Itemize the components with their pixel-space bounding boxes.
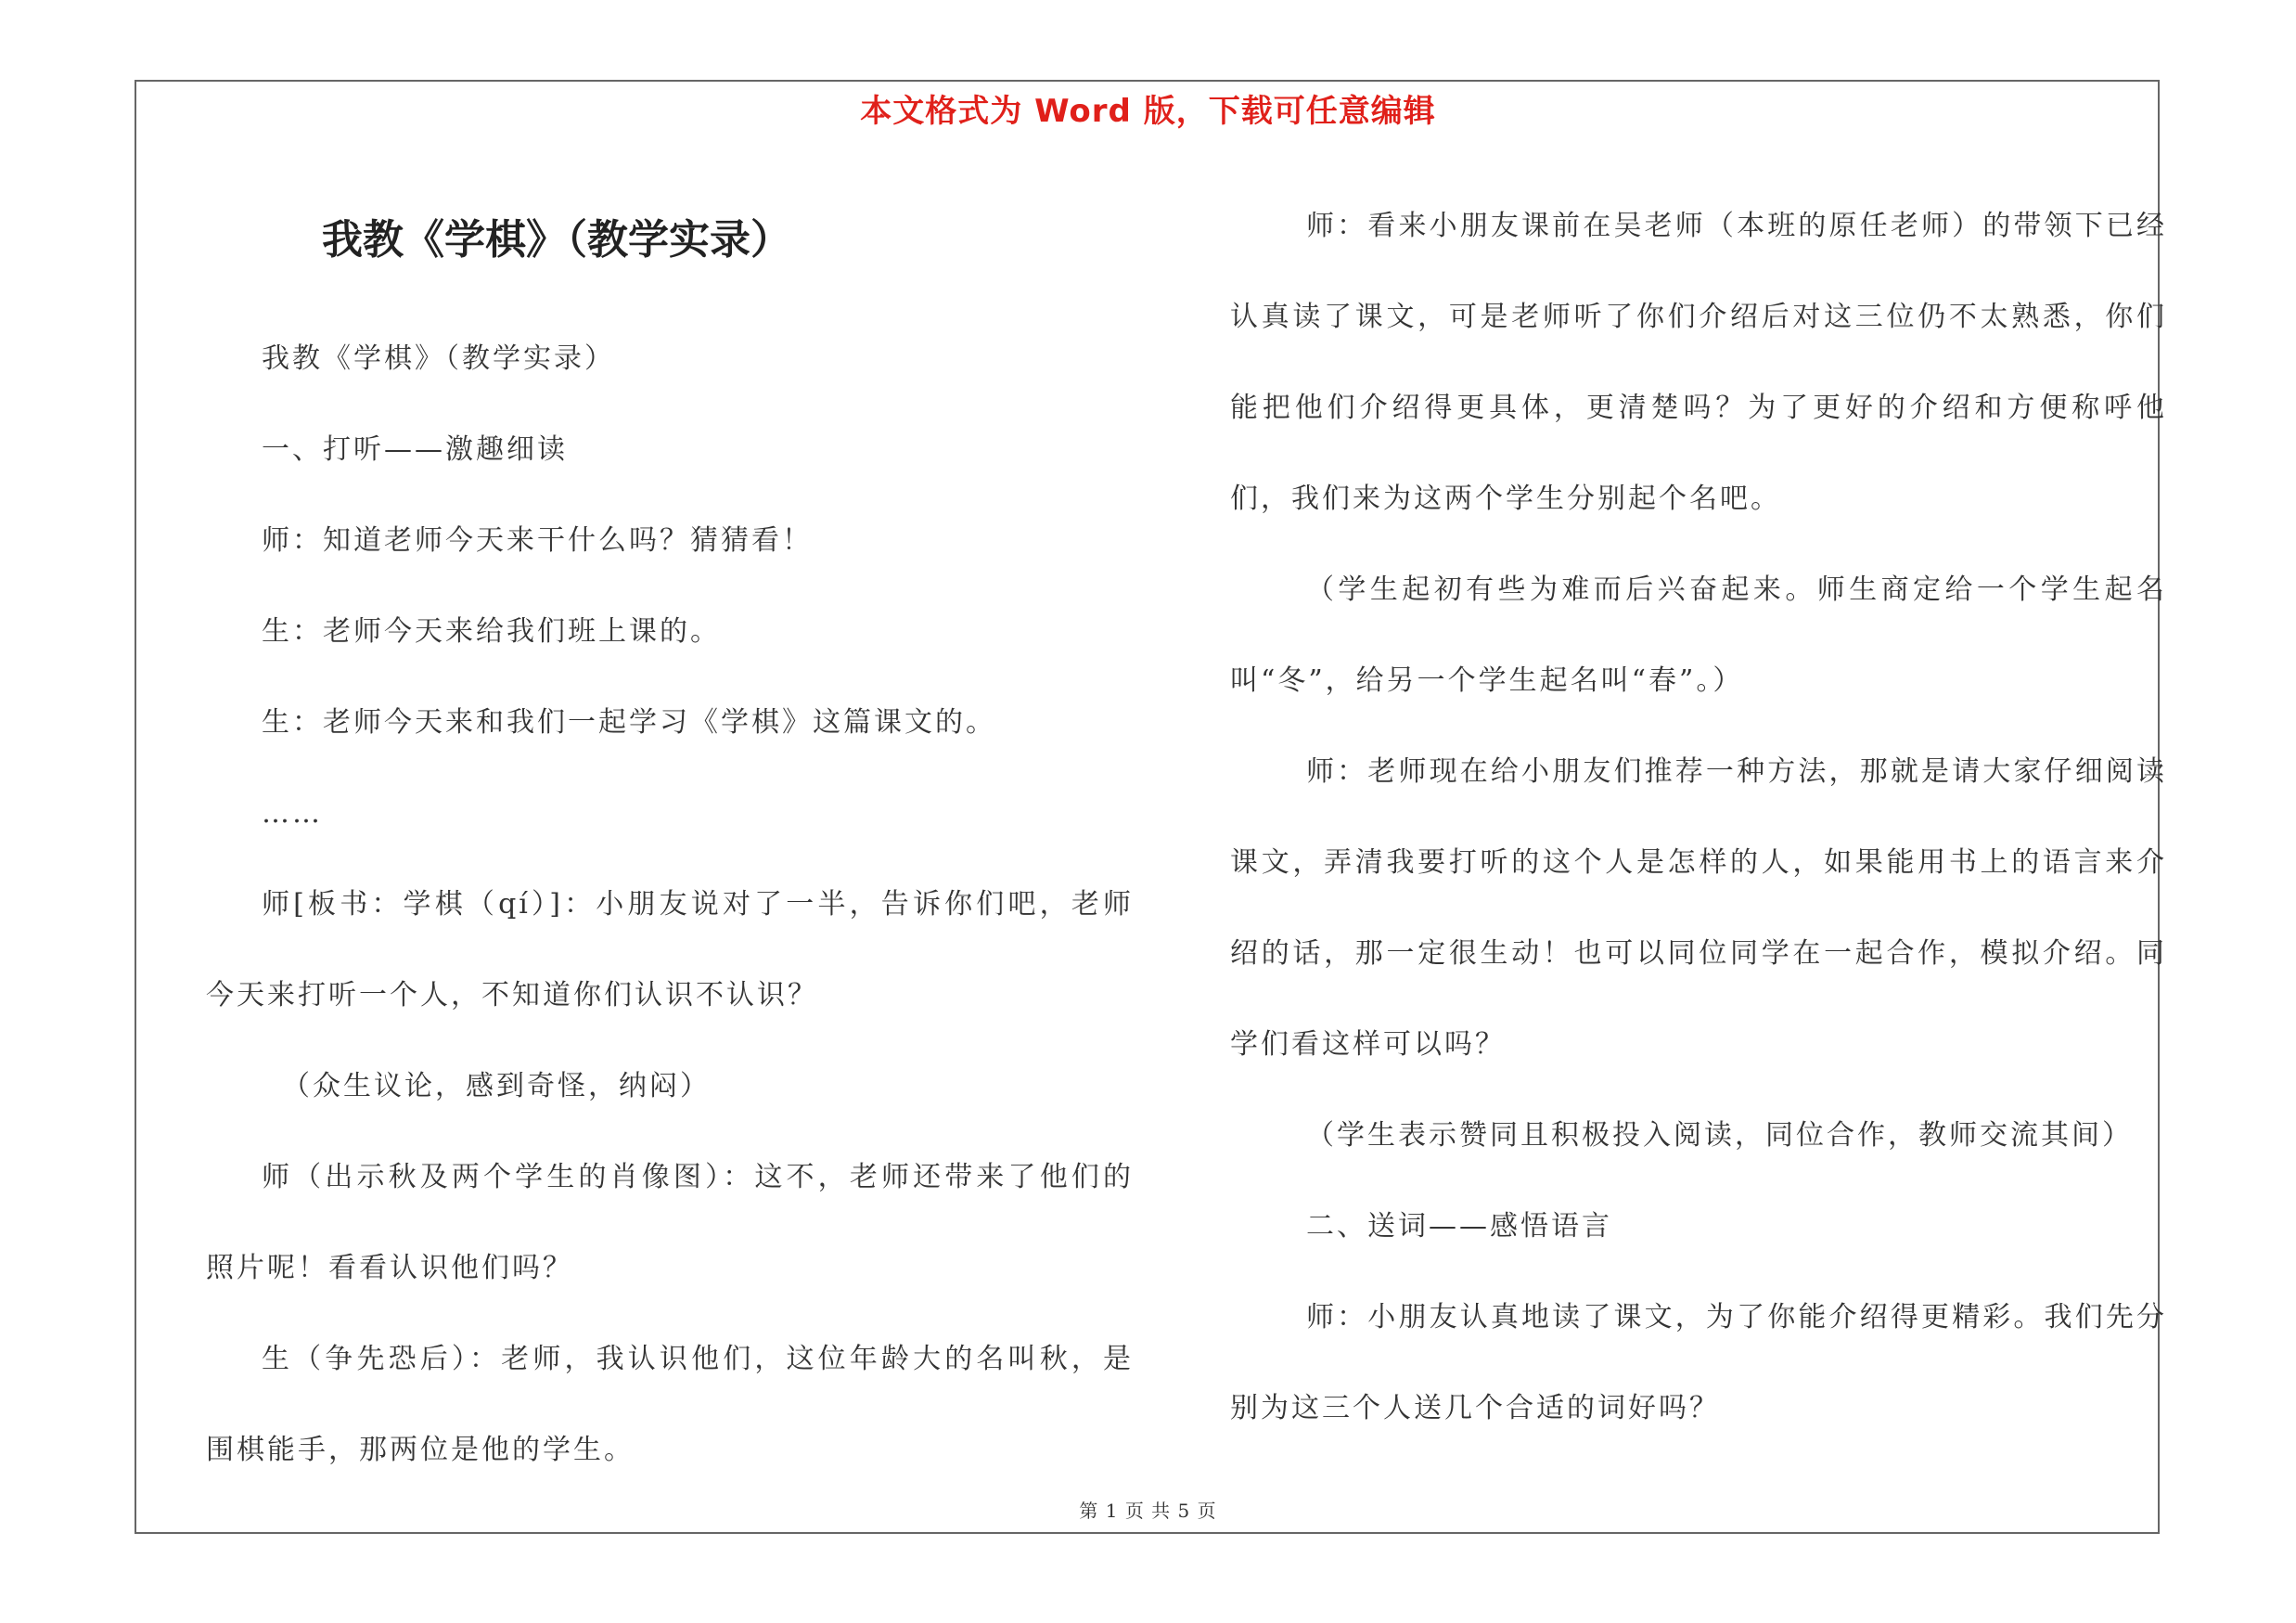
paragraph: 师：小朋友认真地读了课文，为了你能介绍得更精彩。我们先分别为这三个人送几个合适的词好吗？	[1230, 1301, 2167, 1424]
right-column	[1230, 181, 2167, 1454]
stage-direction: （众生议论，感到奇怪，纳闷）	[282, 1070, 711, 1102]
paragraph: 生：老师今天来和我们一起学习《学棋》这篇课文的。	[262, 706, 996, 739]
paragraph: 师：老师现在给小朋友们推荐一种方法，那就是请大家仔细阅读课文，弄清我要打听的这个人是怎样的人，如果能用书上的语言来介绍的话，那一定很生动！也可以同位同学在一起合作，模拟介绍。同学们看这样可以吗？	[1230, 755, 2167, 1061]
paragraph: 师（出示秋及两个学生的肖像图）：这不，老师还带来了他们的照片呢！看看认识他们吗？	[206, 1161, 1134, 1284]
stage-direction: （学生表示赞同且积极投入阅读，同位合作，教师交流其间）	[1306, 1119, 2133, 1152]
paragraph: 师：看来小朋友课前在吴老师（本班的原任老师）的带领下已经认真读了课文，可是老师听了你们介绍后对这三位仍不太熟悉，你们能把他们介绍得更具体，更清楚吗？为了更好的介绍和方便称呼他们，我们来为这两个学生分别起个名吧。	[1230, 210, 2167, 515]
ellipsis: ……	[262, 797, 323, 830]
section-heading: 一、打听——激趣细读	[262, 433, 568, 466]
paragraph: 师：知道老师今天来干什么吗？猜猜看！	[262, 524, 813, 557]
document-title: 我教《学棋》（教学实录）	[322, 216, 791, 264]
paragraph: 我教《学棋》（教学实录）	[262, 342, 615, 375]
paragraph: 生（争先恐后）：老师，我认识他们，这位年龄大的名叫秋，是围棋能手，那两位是他的学生。	[206, 1343, 1134, 1466]
page-number: 第 1 页 共 5 页	[1079, 1500, 1217, 1522]
stage-direction: （学生起初有些为难而后兴奋起来。师生商定给一个学生起名叫“冬”，给另一个学生起名叫“春”。）	[1230, 573, 2167, 697]
section-heading: 二、送词——感悟语言	[1306, 1210, 1612, 1243]
paragraph: 生：老师今天来给我们班上课的。	[262, 615, 721, 648]
left-column	[206, 314, 1134, 1496]
paragraph: 师[板书：学棋（qí）]：小朋友说对了一半，告诉你们吧，老师今天来打听一个人，不知道你们认识不认识？	[206, 888, 1134, 1011]
format-banner: 本文格式为 Word 版，下载可任意编辑	[860, 93, 1436, 130]
